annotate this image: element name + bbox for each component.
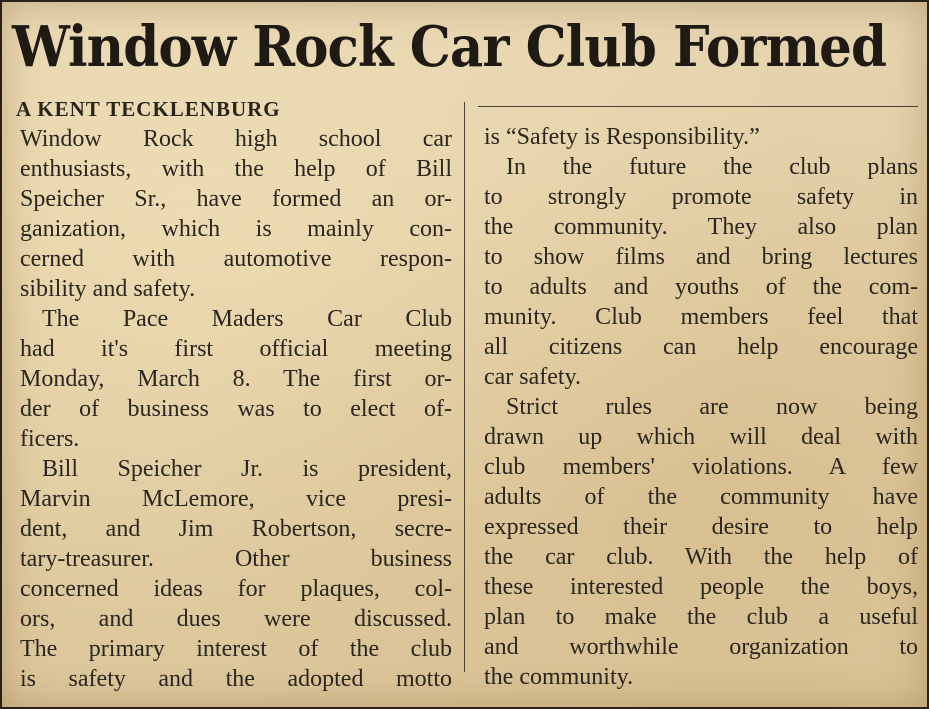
text-line: Monday, March 8. The first or- xyxy=(20,366,452,392)
text-line: the car club. With the help of xyxy=(484,544,918,570)
text-line: had it's first official meeting xyxy=(20,336,452,362)
text-line: is safety and the adopted motto xyxy=(20,666,452,692)
text-line: enthusiasts, with the help of Bill xyxy=(20,156,452,182)
text-line: to show films and bring lectures xyxy=(484,244,918,270)
text-line: car safety. xyxy=(484,364,582,390)
text-line: ficers. xyxy=(20,426,80,452)
text-line: The primary interest of the club xyxy=(20,636,452,662)
text-line: concerned ideas for plaques, col- xyxy=(20,576,452,602)
text-line: tary-treasurer. Other business xyxy=(20,546,452,572)
newspaper-clipping xyxy=(2,2,927,707)
text-line: and worthwhile organization to xyxy=(484,634,918,660)
text-line: is “Safety is Responsibility.” xyxy=(484,124,760,150)
text-line: Strict rules are now being xyxy=(506,394,918,420)
text-line: Bill Speicher Jr. is president, xyxy=(42,456,452,482)
right-column xyxy=(484,122,918,692)
byline-prefix: A xyxy=(16,97,32,121)
text-line: adults of the community have xyxy=(484,484,918,510)
text-line: cerned with automotive respon- xyxy=(20,246,452,272)
text-line: these interested people the boys, xyxy=(484,574,918,600)
text-line: der of business was to elect of- xyxy=(20,396,452,422)
byline-name: KENT TECKLENBURG xyxy=(37,97,281,121)
text-line: ors, and dues were discussed. xyxy=(20,606,452,632)
text-line: to strongly promote safety in xyxy=(484,184,918,210)
text-line: sibility and safety. xyxy=(20,276,196,302)
text-line: ganization, which is mainly con- xyxy=(20,216,452,242)
text-line: club members' violations. A few xyxy=(484,454,918,480)
text-line: In the future the club plans xyxy=(506,154,918,180)
text-line: Speicher Sr., have formed an or- xyxy=(20,186,452,212)
text-line: expressed their desire to help xyxy=(484,514,918,540)
left-column xyxy=(20,124,452,694)
text-line: the community. They also plan xyxy=(484,214,918,240)
text-line: Window Rock high school car xyxy=(20,126,452,152)
text-line: Marvin McLemore, vice presi- xyxy=(20,486,452,512)
text-line: dent, and Jim Robertson, secre- xyxy=(20,516,452,542)
headline: Window Rock Car Club Formed xyxy=(12,14,887,80)
byline xyxy=(16,96,281,122)
column-divider xyxy=(464,102,465,672)
text-line: all citizens can help encourage xyxy=(484,334,918,360)
text-line: drawn up which will deal with xyxy=(484,424,918,450)
text-line: to adults and youths of the com- xyxy=(484,274,918,300)
text-line: the community. xyxy=(484,664,634,690)
text-line: munity. Club members feel that xyxy=(484,304,918,330)
text-line: plan to make the club a useful xyxy=(484,604,918,630)
column-top-rule xyxy=(478,106,918,107)
text-line: The Pace Maders Car Club xyxy=(42,306,452,332)
